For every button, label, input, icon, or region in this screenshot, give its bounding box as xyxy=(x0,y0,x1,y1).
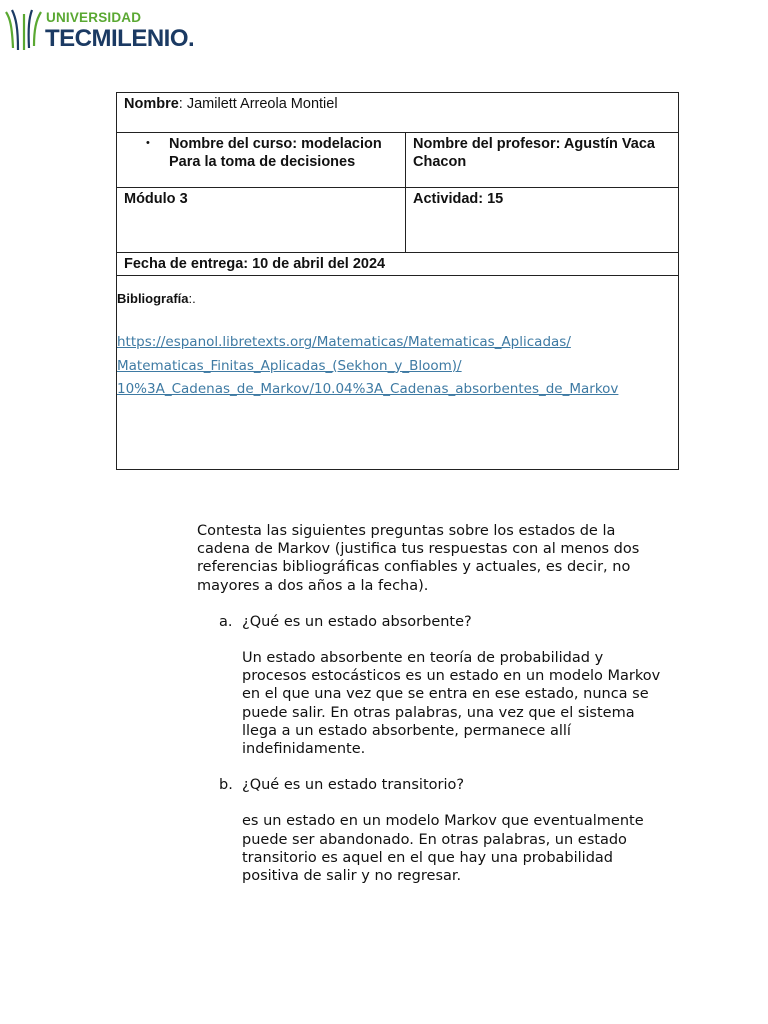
name-label: Nombre xyxy=(124,96,179,112)
module-text: Módulo 3 xyxy=(124,191,188,207)
professor-cell xyxy=(406,133,679,188)
question-b xyxy=(197,776,667,885)
professor-name: Nombre del profesor: Agustín Vaca Chacon xyxy=(413,136,655,170)
due-date-text: Fecha de entrega: 10 de abril del 2024 xyxy=(124,256,386,272)
course-row xyxy=(117,133,679,188)
question-a xyxy=(197,613,667,758)
name-cell xyxy=(117,93,679,133)
university-logo xyxy=(4,8,195,56)
logo-top-text: UNIVERSIDAD xyxy=(46,10,142,25)
bibliography-cell xyxy=(117,276,679,470)
bibliography-title: Bibliografía:. xyxy=(117,291,196,306)
question-text: ¿Qué es un estado absorbente? xyxy=(242,613,472,630)
due-date-row xyxy=(117,253,679,276)
question-marker: b. xyxy=(219,777,233,794)
activity-cell xyxy=(406,188,679,253)
answer-text: es un estado en un modelo Markov que eventualmente puede ser abandonado. En otras palabras, un estado transitorio es aquel en el que hay una probabilidad positiva de salir y no regresar. xyxy=(242,813,644,885)
module-row xyxy=(117,188,679,253)
logo-emblem-icon xyxy=(4,8,44,52)
course-name: Nombre del curso: modelacion Para la toma de decisiones xyxy=(169,136,382,170)
bullet-icon: • xyxy=(146,137,150,149)
course-cell xyxy=(117,133,406,188)
name-row xyxy=(117,93,679,133)
bibliography-link[interactable]: https://espanol.libretexts.org/Matematicas/Matematicas_Aplicadas/ Matematicas_Finitas_Aplicadas_(Sekhon_y_Bloom)/ 10%3A_Cadenas_de_Markov/10.04%3A_Cadenas_absorbentes_de_Markov xyxy=(117,334,619,397)
module-cell xyxy=(117,188,406,253)
assignment-intro: Contesta las siguientes preguntas sobre los estados de la cadena de Markov (justifica tus respuestas con al menos dos referencias bibliográficas confiables y actuales, es decir, no mayores a dos años a la fecha). xyxy=(197,523,640,594)
student-info-table xyxy=(116,92,679,470)
question-marker: a. xyxy=(219,613,233,630)
logo-main-text: TECMILENIO. xyxy=(45,25,195,52)
question-text: ¿Qué es un estado transitorio? xyxy=(242,777,465,794)
activity-text: Actividad: 15 xyxy=(413,191,504,207)
name-value: : Jamilett Arreola Montiel xyxy=(178,96,338,112)
assignment-body xyxy=(197,522,667,885)
due-date-cell xyxy=(117,253,679,276)
bibliography-row xyxy=(117,276,679,470)
answer-text: Un estado absorbente en teoría de probabilidad y procesos estocásticos es un estado en un modelo Markov en el que una vez que se entra en ese estado, nunca se puede salir. En otras palabras, una vez que el sistema llega a un estado absorbente, permanece allí indefinidamente. xyxy=(242,650,661,758)
